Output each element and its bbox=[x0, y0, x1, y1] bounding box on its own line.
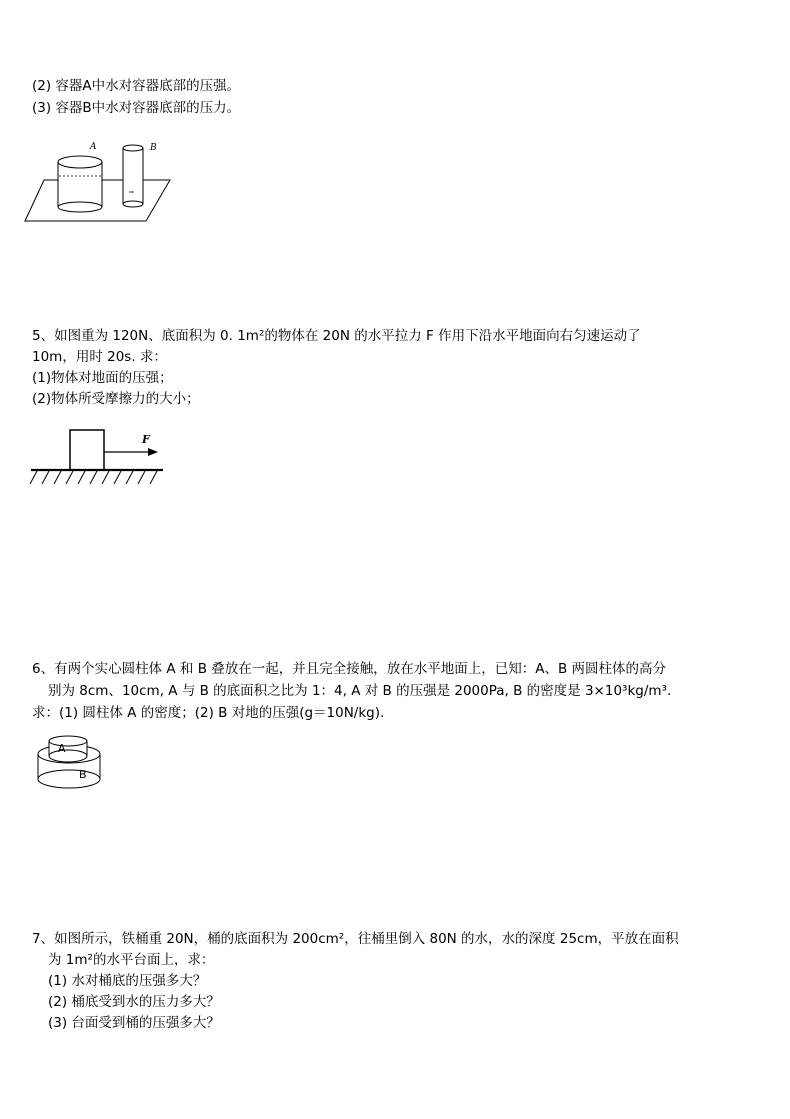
q6-label-b: B bbox=[79, 768, 87, 781]
q7-line1: 7、如图所示，铁桶重 20N，桶的底面积为 200cm²，往桶里倒入 80N 的水，水的深度 25cm，平放在面积 bbox=[32, 931, 679, 947]
q5-line2: 10m，用时 20s. 求： bbox=[32, 349, 167, 365]
q6-line2: 别为 8cm、10cm, A 与 B 的底面积之比为 1：4, A 对 B 的压强是 2000Pa, B 的密度是 3×10³kg/m³. bbox=[48, 683, 672, 699]
q7-sub2: (2) 桶底受到水的压力多大？ bbox=[48, 994, 220, 1010]
q5-force-label: F bbox=[142, 433, 150, 446]
q4-label-b: B bbox=[150, 143, 157, 153]
q4-sub3: (3) 容器B中水对容器底部的压力。 bbox=[32, 100, 241, 116]
q6-line3: 求：(1) 圆柱体 A 的密度；(2) B 对地的压强(g＝10N/kg). bbox=[32, 705, 385, 721]
q6-line1: 6、有两个实心圆柱体 A 和 B 叠放在一起，并且完全接触，放在水平地面上，已知：A、B 两圆柱体的高分 bbox=[32, 661, 667, 677]
q7-sub3: (3) 台面受到桶的压强多大？ bbox=[48, 1015, 220, 1031]
q5-line1: 5、如图重为 120N、底面积为 0. 1m²的物体在 20N 的水平拉力 F 作用下沿水平地面向右匀速运动了 bbox=[32, 328, 641, 344]
q4-figure-containers bbox=[22, 138, 182, 226]
q7-sub1: (1) 水对桶底的压强多大？ bbox=[48, 973, 207, 989]
q5-sub1: (1)物体对地面的压强； bbox=[32, 370, 173, 386]
q5-sub2: (2)物体所受摩擦力的大小； bbox=[32, 391, 200, 407]
q6-figure-stacked-cylinders bbox=[30, 734, 110, 794]
q6-label-a: A bbox=[58, 742, 66, 755]
q4-label-a: A bbox=[90, 142, 97, 152]
q5-figure-block bbox=[28, 425, 168, 493]
q4-sub2: (2) 容器A中水对容器底部的压强。 bbox=[32, 78, 241, 94]
q7-line2: 为 1m²的水平台面上，求： bbox=[48, 952, 215, 968]
